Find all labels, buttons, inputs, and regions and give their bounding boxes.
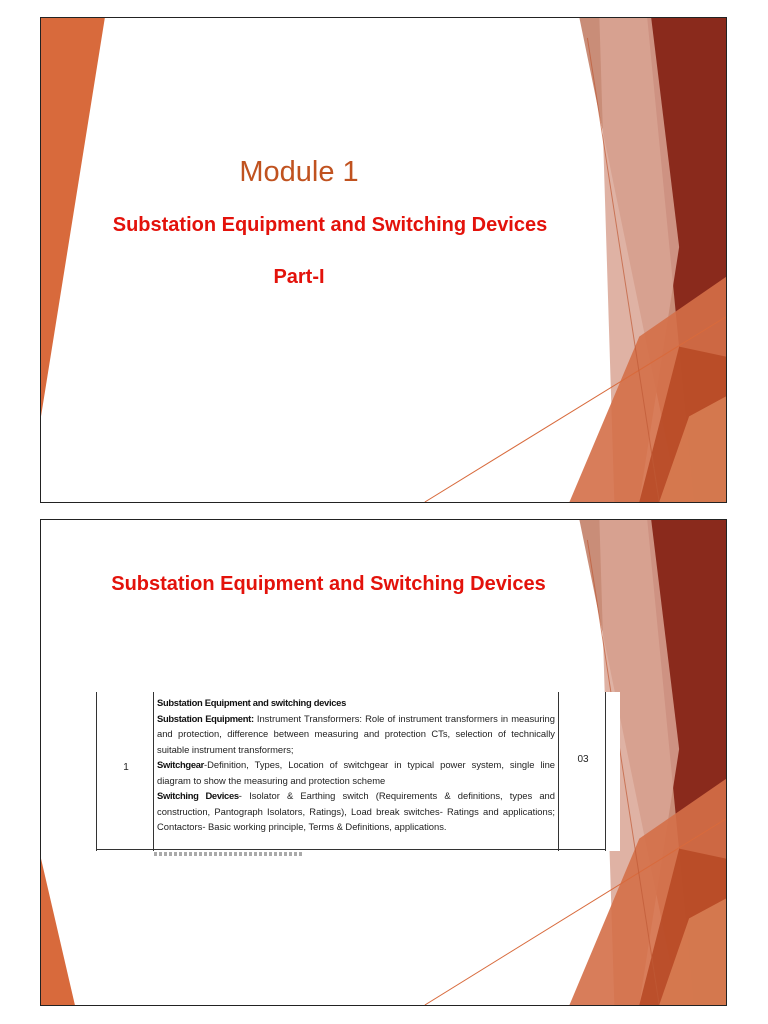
module-number-cell: [96, 692, 154, 851]
syllabus-table: [96, 692, 620, 851]
syllabus-text: -Definition, Types, Location of switchgear in typical power system, single line diagram to show the measuring and protection scheme: [157, 759, 555, 786]
slide-decoration: [41, 18, 726, 502]
syllabus-item: [157, 788, 555, 835]
syllabus-slide: [40, 519, 727, 1006]
syllabus-term: Substation Equipment:: [157, 712, 254, 724]
hours-value: 03: [577, 754, 589, 765]
left-wedge-shape: [41, 859, 75, 1005]
module-number: 1: [123, 762, 129, 773]
syllabus-term: Switching Devices: [157, 790, 239, 801]
module-subtitle: Substation Equipment and Switching Devices: [112, 214, 548, 236]
hours-cell: [558, 692, 606, 851]
syllabus-heading: Substation Equipment and switching devices: [157, 697, 346, 708]
module-title: Module 1: [239, 156, 359, 188]
syllabus-text: Instrument Transformers: Role of instrument transformers in measuring and protection, difference between measuring and protection CTs, selection of technically suitable instrument transformers;: [157, 712, 555, 755]
slide-title: Substation Equipment and Switching Devices: [111, 573, 546, 595]
syllabus-item: [157, 757, 555, 788]
syllabus-item: [157, 711, 555, 758]
title-slide: [40, 17, 727, 503]
table-row-divider: [96, 849, 606, 850]
syllabus-text: - Isolator & Earthing switch (Requirements & definitions, types and construction, Pantograph Isolators, Ratings), Load break switches- Ratings and applications; Contactors- Basic working principle, Terms & Definitions, applications.: [157, 790, 555, 832]
syllabus-term: Switchgear: [157, 759, 205, 770]
module-part: Part-I: [273, 266, 325, 288]
cropped-next-row: [154, 852, 304, 856]
syllabus-content-cell: [154, 692, 558, 851]
